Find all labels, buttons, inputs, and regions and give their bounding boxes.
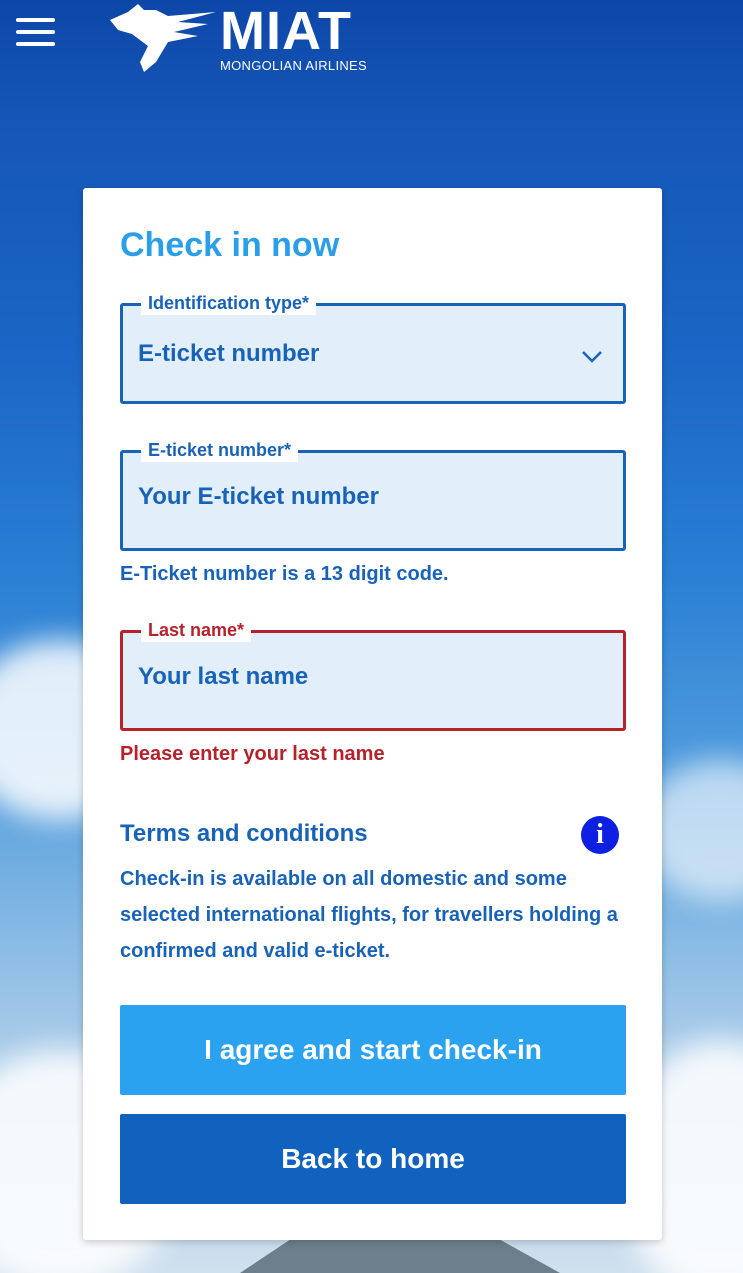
logo-wordmark: MIAT bbox=[220, 1, 352, 61]
chevron-down-icon bbox=[581, 350, 603, 364]
last-name-label: Last name* bbox=[141, 618, 251, 642]
identification-type-select[interactable] bbox=[120, 293, 626, 404]
eticket-number-placeholder: Your E-ticket number bbox=[138, 483, 379, 510]
miat-logo[interactable] bbox=[108, 2, 378, 74]
eticket-number-label: E-ticket number* bbox=[141, 438, 298, 462]
terms-title: Terms and conditions bbox=[120, 820, 368, 847]
terms-text: Check-in is available on all domestic and some selected international flights, for travellers holding a confirmed and valid e-ticket. bbox=[120, 868, 618, 962]
agree-start-checkin-button[interactable]: I agree and start check-in bbox=[120, 1005, 626, 1095]
hamburger-icon[interactable] bbox=[16, 18, 56, 50]
checkin-card bbox=[83, 188, 662, 1240]
page-title: Check in now bbox=[120, 226, 340, 264]
logo-subtitle: MONGOLIAN AIRLINES bbox=[220, 58, 367, 73]
last-name-error: Please enter your last name bbox=[120, 743, 385, 765]
info-icon[interactable]: i bbox=[581, 816, 619, 854]
identification-type-value: E-ticket number bbox=[138, 340, 320, 367]
eticket-hint: E-Ticket number is a 13 digit code. bbox=[120, 563, 449, 585]
eticket-number-input[interactable] bbox=[120, 440, 626, 551]
top-bar bbox=[0, 0, 743, 90]
last-name-placeholder: Your last name bbox=[138, 663, 309, 690]
horse-logo-icon bbox=[108, 2, 220, 72]
identification-type-label: Identification type* bbox=[141, 291, 316, 315]
last-name-input[interactable] bbox=[120, 620, 626, 731]
back-to-home-button[interactable]: Back to home bbox=[120, 1114, 626, 1204]
